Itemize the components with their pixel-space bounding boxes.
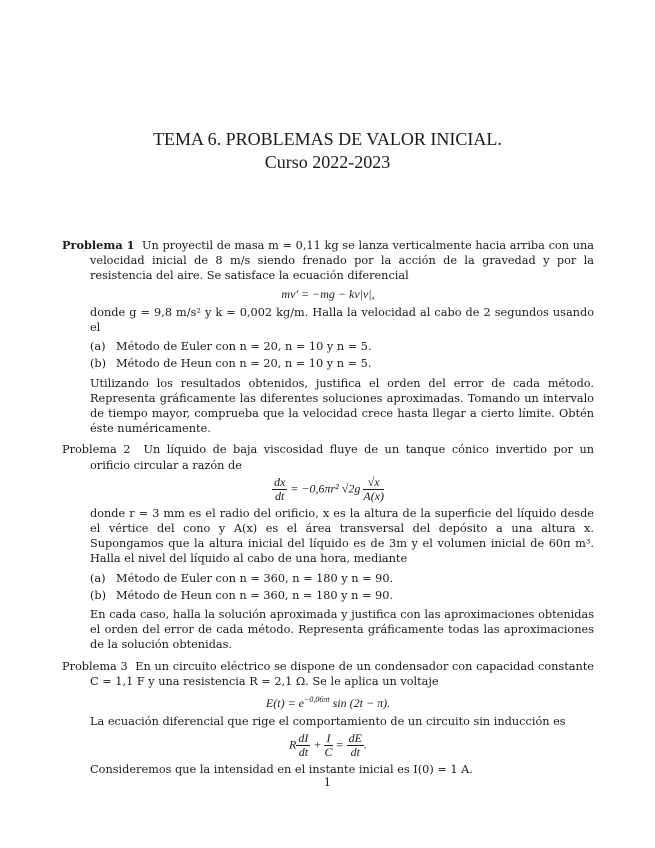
equation-base: E(t) = e [265,696,304,711]
problem-2-intro [62,442,594,472]
document-body [62,238,594,778]
item-marker: (a) [90,571,106,585]
equation-tail: sin (2t − π). [329,696,391,711]
item-text: Método de Euler con n = 20, n = 10 y n = 5. [116,340,372,354]
equation-r: R [289,737,297,752]
problem-2-after-equation: donde r = 3 mm es el radio del orificio, x es la altura de la superficie del líquido desde el vértice del cono y A(x) es el área transversal del depósito a una altura x. Supongamos que la altura inicial del líquido es de 3m y el volumen inicial de 60π m³. Halla el nivel del líquido al cabo de una hora, mediante [90,506,594,566]
list-item [90,339,594,354]
problem-3 [62,659,594,778]
fraction-denominator: dt [298,745,309,760]
problem-1-equation: mv′ = −mg − kv|v|, [281,286,375,301]
equation-end: . [363,737,367,752]
problem-2-intro-text: Un líquido de baja viscosidad fluye de un tanque cónico invertido por un orificio circular a razón de [90,443,594,472]
problem-2-equation [62,476,594,503]
item-marker: (a) [90,340,106,354]
list-item [90,571,594,586]
fraction-i-c [324,732,332,759]
item-text: Método de Heun con n = 20, n = 10 y n = 5. [116,357,372,371]
problem-1-after-equation: donde g = 9,8 m/s² y k = 0,002 kg/m. Halla la velocidad al cabo de 2 segundos usando el [90,305,594,335]
problem-1-intro [62,238,594,284]
problem-2-label: Problema 2 [62,443,131,457]
problem-3-closing: Consideremos que la intensidad en el instante inicial es I(0) = 1 A. [90,763,473,777]
problem-3-label: Problema 3 [62,659,128,673]
document-title [0,128,655,174]
problem-3-text: La ecuación diferencial que rige el comportamiento de un circuito sin inducción es [90,715,566,729]
fraction-numerator: dI [298,731,309,746]
problem-1-item-list [90,339,594,371]
problem-3-equation [62,692,594,711]
fraction-dx-dt [272,476,287,503]
fraction-denominator: A(x) [363,488,385,503]
problem-1-intro-text: Un proyectil de masa m = 0,11 kg se lanza verticalmente hacia arriba con una velocidad inicial de 8 m/s siendo frenado por la acción de la gravedad y por la resistencia del aire. Se satisface la ecuación diferencial [90,239,594,283]
fraction-denominator: C [324,745,333,760]
problem-2-closing: En cada caso, halla la solución aproximada y justifica con las aproximaciones obtenidas el orden del error de cada método. Representa gráficamente todas las aproximaciones de la solución obtenidas. [90,608,594,652]
problem-3-equation-2 [62,732,594,759]
equation-equals: = [335,737,344,752]
problem-1-label: Problema 1 [62,238,135,252]
fraction-di-dt [296,732,310,759]
item-marker: (b) [90,357,107,371]
list-item [90,356,594,371]
fraction-de-dt [347,732,364,759]
title-line-2: Curso 2022-2023 [264,152,391,172]
fraction-denominator: dt [350,745,360,760]
fraction-numerator: dE [348,731,362,746]
equation-exponent: −0,06πt [304,695,330,705]
equation-plus: + [313,737,322,752]
problem-1 [62,238,594,436]
problem-2 [62,442,594,652]
equation-middle: = −0,6πr² √2g [290,481,361,496]
problem-3-intro-text: En un circuito eléctrico se dispone de un condensador con capacidad constante C = 1,1 F y una resistencia R = 2,1 Ω. Se le aplica un voltaje [90,659,594,688]
problem-3-intro [62,659,594,689]
fraction-numerator: √x [363,476,384,490]
fraction-denominator: dt [274,488,285,503]
problem-1-closing: Utilizando los resultados obtenidos, justifica el orden del error de cada método. Representa gráficamente las diferentes soluciones aproximadas. Tomando un intervalo de tiempo mayor, comprueba que la velocidad crece hasta llegar a cierto límite. Obtén éste numéricamente. [90,376,594,436]
fraction-numerator: dx [273,474,286,489]
title-line-1: TEMA 6. PROBLEMAS DE VALOR INICIAL. [153,129,502,149]
page-number: 1 [323,776,332,789]
fraction-numerator: I [324,732,332,746]
item-text: Método de Heun con n = 360, n = 180 y n = 90. [116,588,394,602]
item-marker: (b) [90,588,107,602]
fraction-sqrt-x-ax [363,476,384,503]
problem-2-item-list [90,571,594,603]
list-item [90,588,594,603]
item-text: Método de Euler con n = 360, n = 180 y n = 90. [116,571,394,585]
